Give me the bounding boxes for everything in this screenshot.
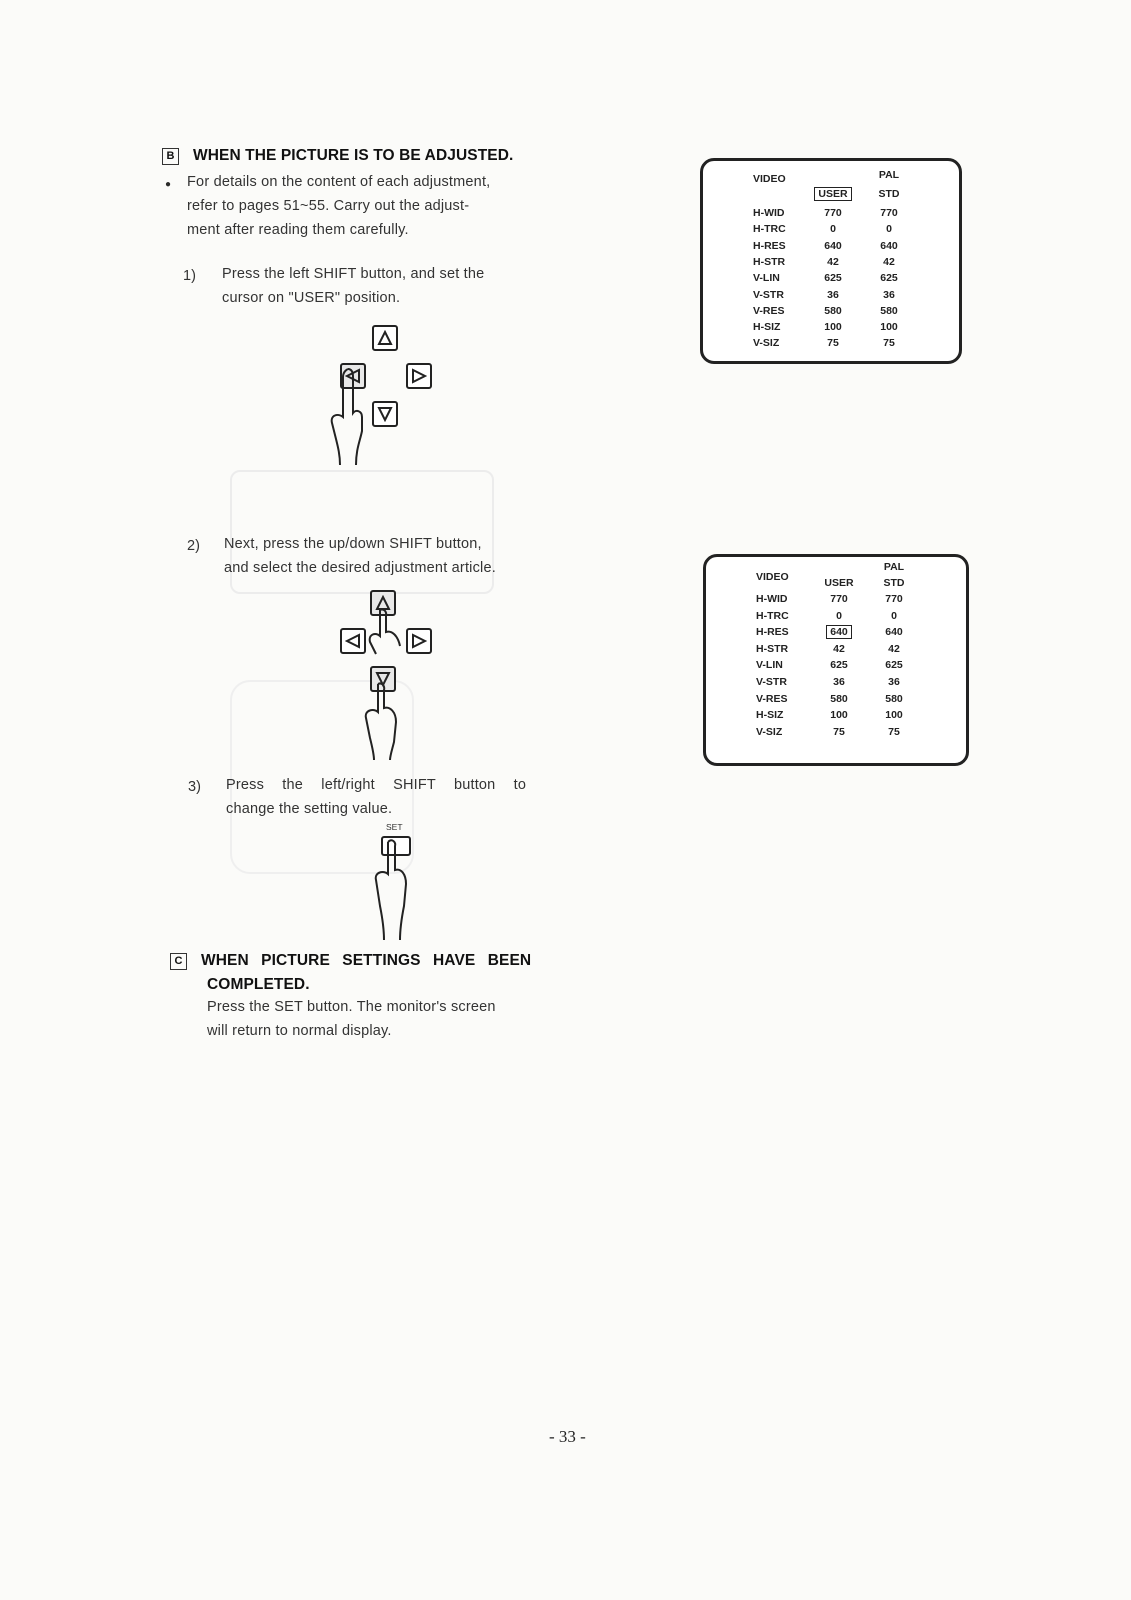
osd-row-label: V-SIZ — [756, 725, 783, 738]
osd-user-value: 770 — [830, 593, 848, 605]
pointing-hand-icon — [358, 682, 408, 762]
bullet-line: refer to pages 51~55. Carry out the adjust- — [187, 198, 470, 214]
osd-user-value: 42 — [827, 255, 839, 268]
osd-user-value: 42 — [833, 642, 845, 655]
osd-std-header: STD — [883, 577, 905, 589]
osd-std-value: 36 — [888, 676, 900, 688]
osd-row-label: V-RES — [753, 304, 785, 317]
osd-std-value: 640 — [880, 239, 898, 252]
section-c-title: WHEN PICTURE SETTINGS HAVE BEEN — [201, 952, 532, 969]
step3-number: 3) — [188, 779, 201, 795]
step1-number: 1) — [183, 268, 196, 284]
osd-std-value: 625 — [885, 659, 903, 672]
step2-number: 2) — [187, 538, 200, 554]
osd-row-label: H-TRC — [753, 223, 786, 236]
osd-row-label: H-WID — [753, 207, 785, 219]
section-c-line: Press the SET button. The monitor's screen — [207, 999, 496, 1015]
pointing-hand-icon — [326, 367, 386, 467]
step1-text — [222, 262, 582, 310]
bullet-line: ment after reading them carefully. — [187, 222, 409, 238]
osd-std-value: 580 — [885, 692, 903, 705]
osd-row-label: V-STR — [753, 288, 784, 301]
osd-std-header: STD — [878, 188, 900, 200]
section-c-heading — [170, 949, 590, 997]
osd-std-value: 100 — [885, 709, 903, 722]
osd-std-value: 100 — [880, 321, 898, 334]
step1-keypad-illustration — [330, 325, 450, 475]
osd-row-label: V-LIN — [756, 659, 783, 672]
osd-user-value: 640 — [819, 626, 859, 638]
set-key-label: SET — [386, 822, 403, 832]
osd-row-label: H-STR — [756, 642, 789, 655]
osd-user-value: 100 — [830, 709, 848, 722]
osd-user-value: 36 — [827, 288, 839, 301]
osd-row-label: H-RES — [756, 626, 789, 639]
step1-line: cursor on "USER" position. — [222, 290, 401, 306]
step2-line: Next, press the up/down SHIFT button, — [224, 536, 482, 552]
osd-row-label: V-RES — [756, 692, 788, 705]
page-number: - 33 - — [549, 1427, 586, 1446]
osd-user-value: 625 — [824, 272, 842, 285]
osd-std-value: 0 — [891, 609, 897, 622]
osd-std-value: 42 — [888, 642, 900, 655]
osd-std-value: 580 — [880, 304, 898, 317]
osd-user-value: 580 — [824, 304, 842, 317]
osd-user-value: 0 — [836, 609, 842, 622]
osd-row-label: H-RES — [753, 239, 786, 252]
section-c-letter: C — [170, 953, 187, 970]
osd-row-label: H-SIZ — [756, 709, 784, 722]
osd-user-value: 75 — [827, 337, 839, 350]
osd-user-value: 625 — [830, 659, 848, 672]
osd-std-value: 625 — [880, 272, 898, 285]
osd-system: PAL — [878, 169, 900, 181]
osd-std-value: 75 — [883, 337, 895, 350]
osd-row-label: V-LIN — [753, 272, 780, 285]
bullet-icon: ● — [165, 179, 172, 190]
step1-line: Press the left SHIFT button, and set the — [222, 266, 485, 282]
osd-user-value: 36 — [833, 676, 845, 688]
monitor-screen-2 — [703, 554, 969, 766]
step3-text — [226, 773, 586, 821]
osd-std-value: 42 — [883, 255, 895, 268]
osd-std-value: 75 — [888, 725, 900, 738]
osd-user-value: 75 — [833, 725, 845, 738]
osd-title: VIDEO — [753, 173, 786, 185]
section-b-letter: B — [162, 148, 179, 165]
osd-user-header: USER — [824, 577, 854, 589]
bullet-line: For details on the content of each adjustment, — [187, 174, 491, 190]
step3-line: change the setting value. — [226, 801, 393, 817]
section-b-title: WHEN THE PICTURE IS TO BE ADJUSTED. — [193, 147, 514, 164]
monitor-screen-1 — [700, 158, 962, 364]
osd-system: PAL — [883, 561, 905, 573]
osd-row-label: H-SIZ — [753, 321, 781, 334]
osd-row-label: H-WID — [756, 593, 788, 605]
osd-title: VIDEO — [756, 571, 789, 583]
osd-user-value: 580 — [830, 692, 848, 705]
step3-line: Press the left/right SHIFT button to — [226, 777, 527, 793]
osd-user-value: 770 — [824, 207, 842, 219]
osd-row-label: H-STR — [753, 255, 786, 268]
osd-user-value: 640 — [824, 239, 842, 252]
osd-user-value: 100 — [824, 321, 842, 334]
up-shift-key[interactable] — [372, 325, 398, 351]
right-shift-key[interactable] — [406, 363, 432, 389]
osd-user-cursor: USER — [814, 187, 851, 201]
section-c-line: will return to normal display. — [207, 1023, 392, 1039]
osd-std-value: 770 — [880, 207, 898, 219]
osd-std-value: 640 — [885, 626, 903, 639]
step2-line: and select the desired adjustment article. — [224, 560, 496, 576]
osd-row-label: H-TRC — [756, 609, 789, 622]
section-c-body — [207, 995, 587, 1043]
osd-std-value: 36 — [883, 288, 895, 301]
osd-std-value: 0 — [886, 223, 892, 236]
pointing-hand-icon — [366, 836, 416, 946]
osd-user-value: 0 — [830, 223, 836, 236]
osd-std-value: 770 — [885, 593, 903, 605]
step2-keypad-illustration — [340, 590, 460, 770]
osd-row-label: V-SIZ — [753, 337, 780, 350]
section-c-title: COMPLETED. — [207, 976, 310, 993]
step2-text — [224, 532, 584, 580]
pointing-hand-icon — [360, 606, 410, 656]
section-b-heading — [162, 147, 513, 165]
section-b-bullet — [187, 170, 567, 242]
osd-row-label: V-STR — [756, 676, 787, 688]
